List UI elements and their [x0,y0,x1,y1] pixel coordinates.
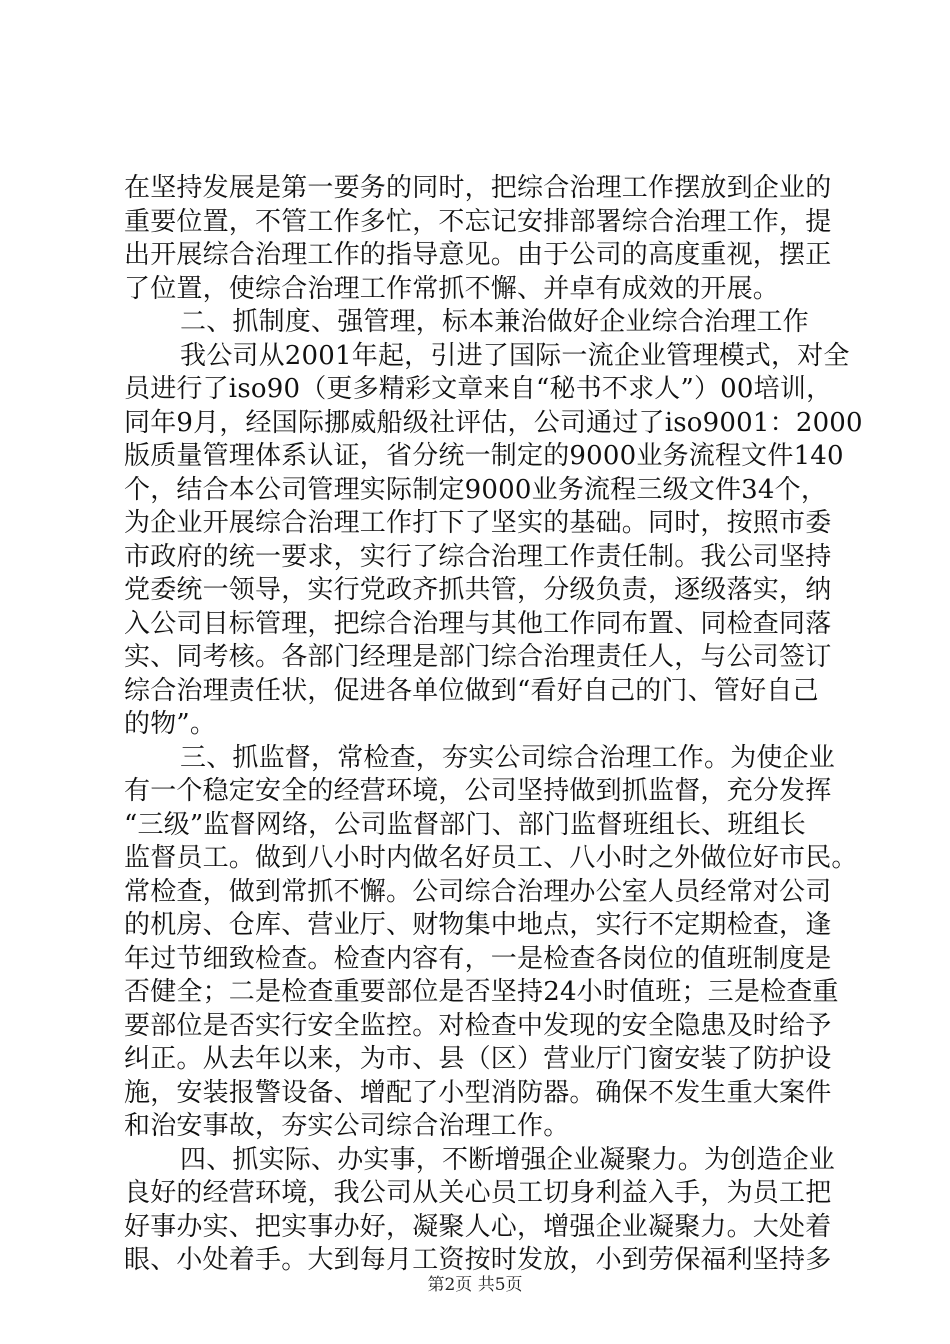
body-line: 和治安事故，夯实公司综合治理工作。 [124,1111,570,1141]
body-line: 好事办实、把实事办好，凝聚人心，增强企业凝聚力。大处着 [124,1211,832,1242]
body-line: 否健全；二是检查重要部位是否坚持24小时值班；三是检查重 [124,977,839,1007]
body-line: 个，结合本公司管理实际制定9000业务流程三级文件34个， [124,474,828,505]
body-line: 良好的经营环境，我公司从关心员工切身利益入手，为员工把 [124,1178,832,1208]
body-line: 在坚持发展是第一要务的同时，把综合治理工作摆放到企业的 [124,173,832,203]
body-line: 版质量管理体系认证，省分统一制定的9000业务流程文件140 [124,441,844,471]
body-line: 的物”。 [124,709,217,739]
body-line: 纠正。从去年以来，为市、县（区）营业厅门窗安装了防护设 [124,1044,832,1074]
body-line: 眼、小处着手。大到每月工资按时发放，小到劳保福利坚持多 [124,1245,832,1275]
section-paragraph-start: 三、抓监督，常检查，夯实公司综合治理工作。为使企业 [180,742,836,773]
body-line: 我公司从2001年起，引进了国际一流企业管理模式，对全 [180,340,850,371]
body-line: 监督员工。做到八小时内做名好员工、八小时之外做位好市民。 [124,843,858,873]
page-number-footer: 第2页 共5页 [427,1275,523,1295]
body-line: 有一个稳定安全的经营环境，公司坚持做到抓监督，充分发挥 [124,776,832,806]
body-line: 为企业开展综合治理工作打下了坚实的基础。同时，按照市委 [124,508,832,538]
body-line: 综合治理责任状，促进各单位做到“看好自己的门、管好自己 [124,675,819,706]
body-line: 要部位是否实行安全监控。对检查中发现的安全隐患及时给予 [124,1010,832,1041]
body-line: 入公司目标管理，把综合治理与其他工作同布置、同检查同落 [124,608,832,639]
body-line: 实、同考核。各部门经理是部门综合治理责任人，与公司签订 [124,642,832,672]
body-line: 同年9月，经国际挪威船级社评估，公司通过了iso9001：2000 [124,407,863,438]
section-heading: 二、抓制度、强管理，标本兼治做好企业综合治理工作 [180,307,809,337]
body-line: 的机房、仓库、营业厅、财物集中地点，实行不定期检查，逢 [124,910,832,940]
body-line: 员进行了iso90（更多精彩文章来自“秘书不求人”）00培训， [124,374,833,404]
body-line: 常检查，做到常抓不懈。公司综合治理办公室人员经常对公司 [124,876,832,907]
body-line: 党委统一领导，实行党政齐抓共管，分级负责，逐级落实，纳 [124,575,832,605]
body-line: 市政府的统一要求，实行了综合治理工作责任制。我公司坚持 [124,541,832,572]
body-line: 重要位置，不管工作多忙，不忘记安排部署综合治理工作，提 [124,206,832,237]
section-paragraph-start: 四、抓实际、办实事，不断增强企业凝聚力。为创造企业 [180,1144,836,1175]
body-line: 年过节细致检查。检查内容有，一是检查各岗位的值班制度是 [124,943,832,974]
document-body [124,172,863,1278]
body-line: “三级”监督网络，公司监督部门、部门监督班组长、班组长 [124,809,806,840]
body-line: 施，安装报警设备、增配了小型消防器。确保不发生重大案件 [124,1077,832,1108]
body-line: 出开展综合治理工作的指导意见。由于公司的高度重视，摆正 [124,240,832,270]
body-line: 了位置，使综合治理工作常抓不懈、并卓有成效的开展。 [124,273,780,304]
